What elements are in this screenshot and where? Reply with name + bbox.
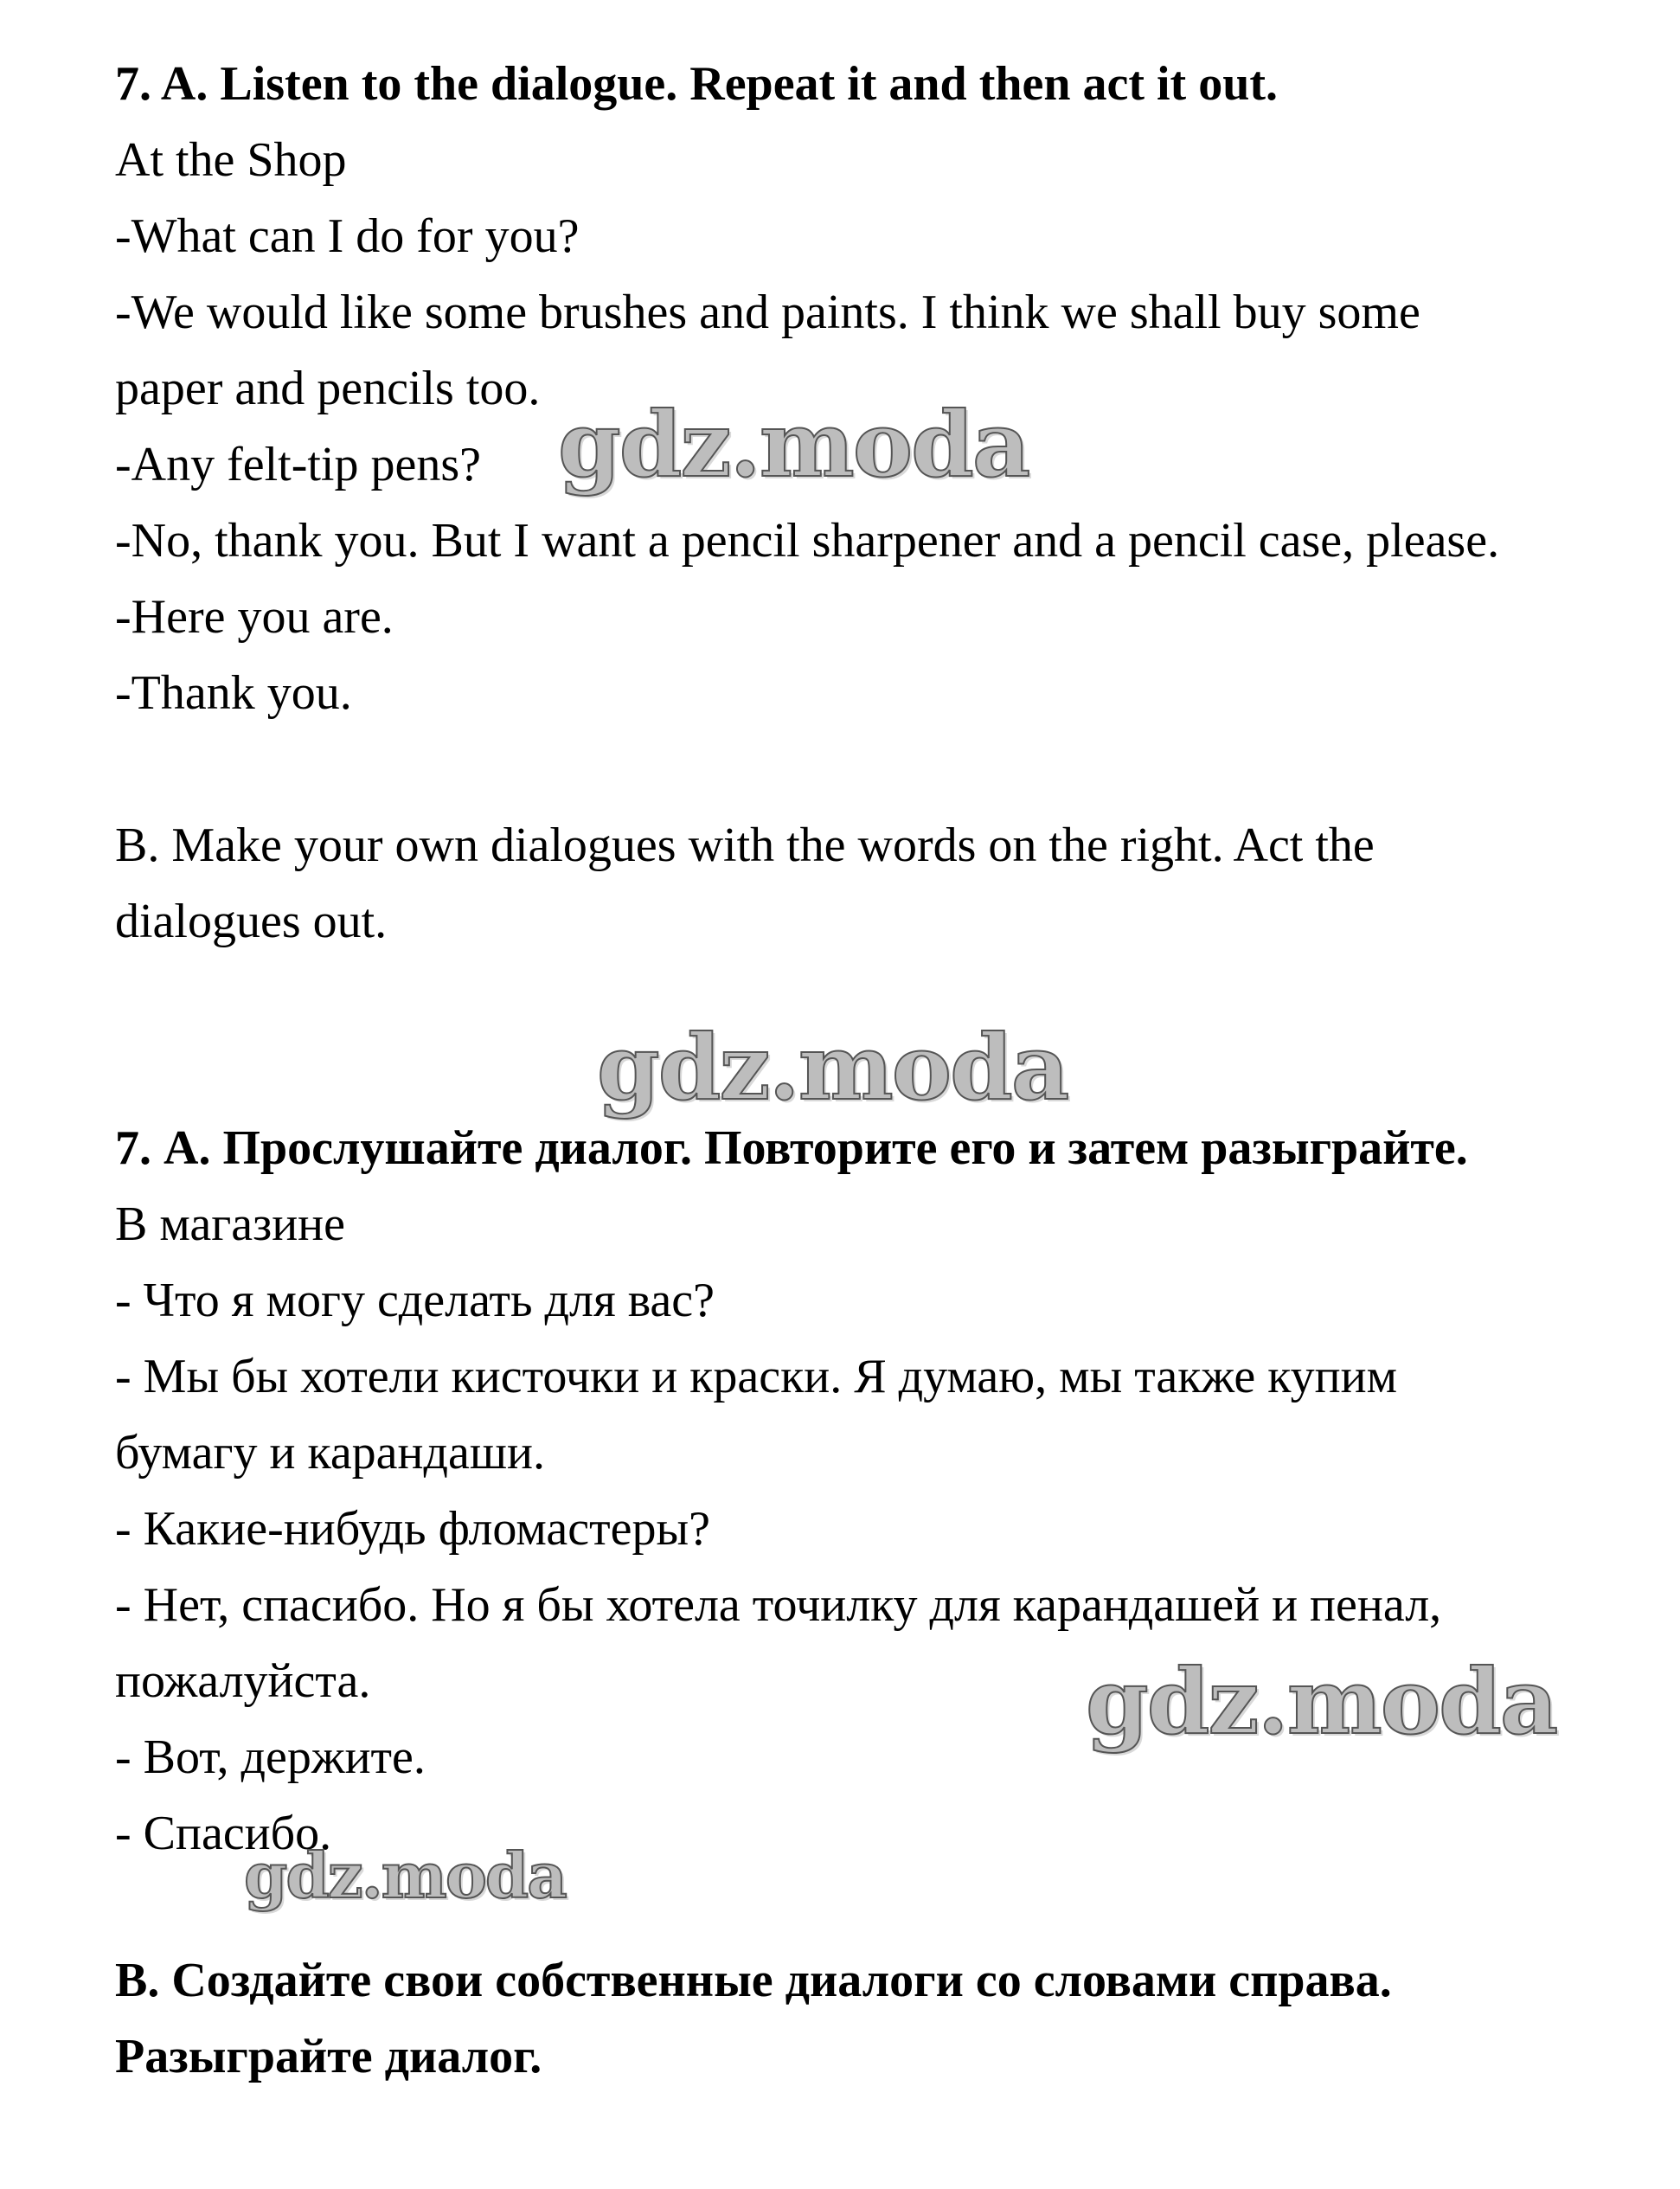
english-dialogue-line: -We would like some brushes and paints. I think we shall buy some [115,286,1420,339]
english-task-b: B. Make your own dialogues with the words on the right. Act the [115,818,1375,872]
russian-dialogue-line: - Нет, спасибо. Но я бы хотела точилку для карандашей и пенал, [115,1578,1442,1632]
english-dialogue-line: -Thank you. [115,666,352,720]
english-dialogue-line: -What can I do for you? [115,209,580,263]
watermark: gdz.moda [244,1839,566,1912]
english-heading: 7. A. Listen to the dialogue. Repeat it and then act it out. [115,57,1278,111]
english-title: At the Shop [115,133,347,187]
russian-title: В магазине [115,1197,345,1251]
russian-dialogue-line: пожалуйста. [115,1654,371,1708]
russian-dialogue-line: - Мы бы хотели кисточки и краски. Я думаю, мы также купим [115,1350,1398,1403]
english-task-b: dialogues out. [115,895,388,948]
english-dialogue-line: -Any felt-tip pens? [115,438,481,491]
russian-dialogue-line: - Что я могу сделать для вас? [115,1274,715,1327]
russian-dialogue-line: бумагу и карандаши. [115,1426,545,1480]
english-dialogue-line: -Here you are. [115,590,394,644]
watermark: gdz.moda [597,1014,1068,1120]
russian-heading: 7. А. Прослушайте диалог. Повторите его и затем разыграйте. [115,1121,1468,1175]
russian-dialogue-line: - Какие-нибудь фломастеры? [115,1502,710,1556]
russian-task-b: Разыграйте диалог. [115,2030,542,2083]
watermark: gdz.moda [1086,1648,1557,1755]
russian-task-b: B. Создайте свои собственные диалоги со словами справа. [115,1954,1392,2007]
english-dialogue-line: paper and pencils too. [115,362,541,415]
russian-dialogue-line: - Вот, держите. [115,1730,426,1784]
russian-dialogue-line: - Спасибо. [115,1807,332,1860]
english-dialogue-line: -No, thank you. But I want a pencil sharpener and a pencil case, please. [115,514,1500,568]
watermark: gdz.moda [558,391,1029,498]
